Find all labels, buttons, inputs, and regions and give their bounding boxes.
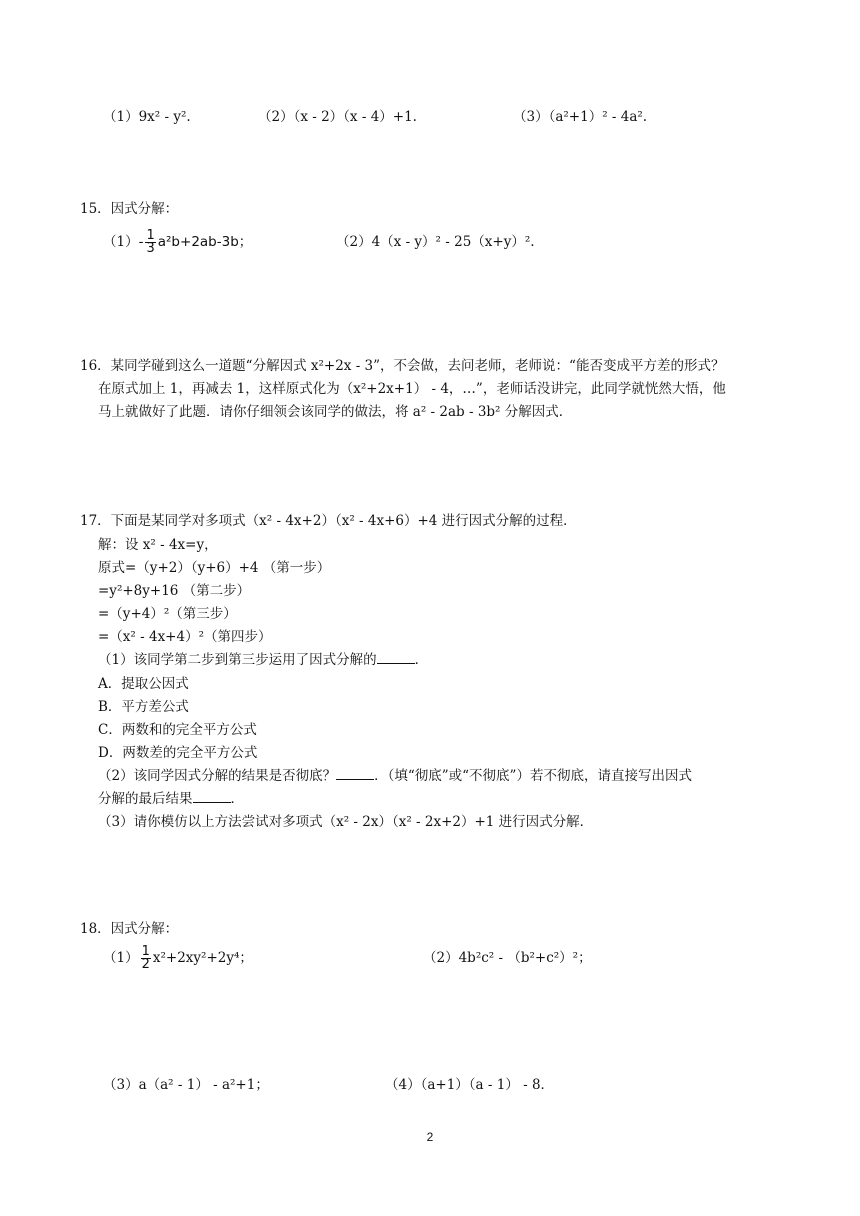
- q15-part2: （2）4（x - y）² - 25（x+y）².: [336, 234, 535, 250]
- q17-sub2-text: （2）该同学因式分解的结果是否彻底？: [98, 768, 337, 784]
- q15-part1-sign: -: [138, 234, 144, 250]
- q15-part1-prefix: （1）: [103, 234, 139, 250]
- q18-part1: [103, 944, 253, 972]
- q14-part1: （1）9x² - y².: [103, 109, 191, 125]
- q17-sub2-end: ．: [230, 791, 244, 807]
- q15-frac-den: 3: [146, 241, 155, 256]
- q17-line2: 解：设 x² - 4x=y，: [98, 537, 218, 553]
- q15-part1-fraction: [145, 230, 155, 255]
- q17-sub1: [98, 651, 428, 669]
- q17-option-d: D．两数差的完全平方公式: [98, 745, 258, 761]
- page-number: 2: [426, 1130, 434, 1144]
- q15-frac-num: 1: [146, 228, 155, 243]
- q17-sub2-final-blank[interactable]: [193, 790, 231, 803]
- q18-part3: （3）a（a² - 1） - a²+1；: [103, 1077, 269, 1093]
- q16-line2: 在原式加上 1，再减去 1，这样原式化为（x²+2x+1） - 4，…”，老师话没讲完，此同学就恍然大悟，他: [98, 381, 726, 397]
- q18-title: 18．因式分解：: [80, 921, 179, 937]
- q17-sub1-text: （1）该同学第二步到第三步运用了因式分解的: [98, 652, 377, 668]
- q17-sub2-text-2: ．（填“彻底”或“不彻底”）若不彻底，请直接写出因式: [374, 768, 692, 784]
- q18-part1-rest: x²+2xy²+2y⁴；: [152, 950, 253, 966]
- q14-part3: （3）（a²+1）² - 4a².: [513, 109, 648, 125]
- q14-part2: （2）（x - 2）（x - 4）+1.: [258, 109, 417, 125]
- q18-frac-num: 1: [141, 944, 150, 959]
- q18-part1-prefix: （1）: [103, 950, 139, 966]
- q17-option-c: C．两数和的完全平方公式: [98, 722, 257, 738]
- q17-sub2-cont: [98, 790, 244, 808]
- q17-sub1-end: ．: [414, 652, 429, 668]
- q17-sub3: （3）请你模仿以上方法尝试对多项式（x² - 2x）（x² - 2x+2）+1 进行因式分解．: [98, 814, 594, 830]
- q15-part1-rest: a²b+2ab-3b；: [157, 234, 253, 250]
- q17-line4: =y²+8y+16 （第二步）: [98, 583, 251, 599]
- q18-part2: （2）4b²c² - （b²+c²）²；: [423, 950, 592, 966]
- q16-line3: 马上就做好了此题．请你仔细领会该同学的做法，将 a² - 2ab - 3b² 分解因式．: [98, 404, 573, 420]
- q18-frac-den: 2: [141, 957, 150, 972]
- q17-option-b: B．平方差公式: [98, 699, 189, 715]
- q17-option-a: A．提取公因式: [98, 676, 189, 692]
- q15-title: 15．因式分解：: [80, 201, 179, 217]
- q17-sub2: [98, 767, 692, 785]
- q17-line6: =（x² - 4x+4）²（第四步）: [98, 629, 272, 645]
- q17-sub1-answer-blank[interactable]: [377, 651, 415, 664]
- q17-line3: 原式=（y+2）（y+6）+4 （第一步）: [98, 560, 331, 576]
- q15-part1: [103, 228, 252, 256]
- q17-sub2-text-3: 分解的最后结果: [98, 791, 193, 807]
- q18-part1-fraction: [141, 946, 151, 971]
- q17-line1: 17．下面是某同学对多项式（x² - 4x+2）（x² - 4x+6）+4 进行因式分解的过程．: [80, 513, 577, 529]
- q18-part4: （4）（a+1）（a - 1） - 8．: [385, 1077, 555, 1093]
- q17-line5: =（y+4）²（第三步）: [98, 606, 237, 622]
- q16-line1: 16．某同学碰到这么一道题“分解因式 x²+2x - 3”，不会做，去问老师，老师说：“能否变成平方差的形式？: [80, 358, 725, 374]
- q17-sub2-answer-blank[interactable]: [336, 767, 374, 780]
